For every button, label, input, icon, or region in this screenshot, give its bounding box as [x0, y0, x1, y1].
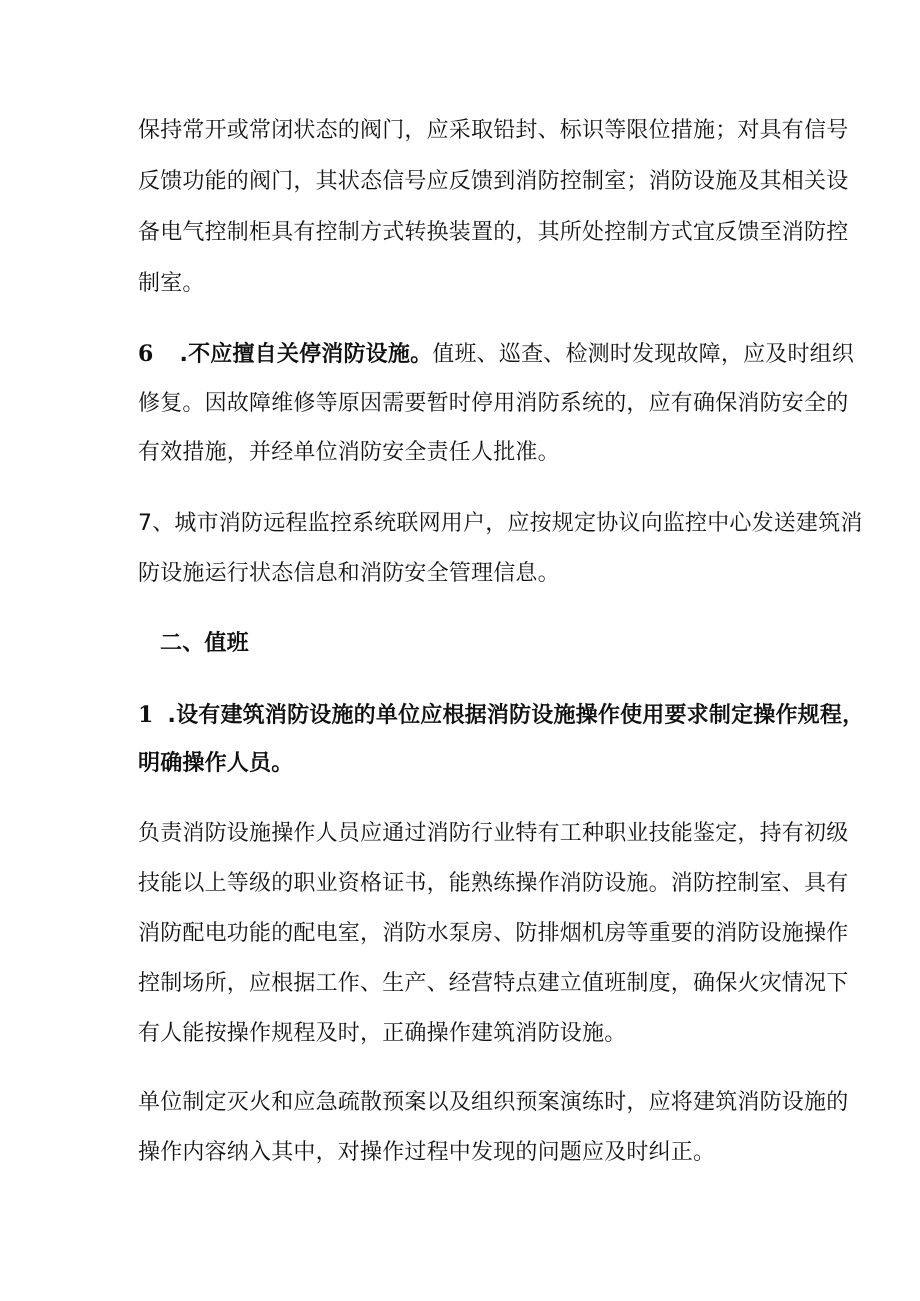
item-7-line-2: 防设施运行状态信息和消防安全管理信息。	[138, 561, 560, 586]
item-6-line-1	[138, 339, 854, 369]
item-6-number: 6	[138, 341, 154, 367]
item-6-first-line-rest: 值班、巡查、检测时发现故障，应及时组织	[432, 342, 855, 367]
item-1-number: 1	[138, 702, 154, 728]
item-7-line-1: 7、城市消防远程监控系统联网用户，应按规定协议向监控中心发送建筑消	[138, 511, 863, 536]
item-1-line-2: 明确操作人员。	[138, 751, 294, 776]
item-1-heading: .设有建筑消防设施的单位应根据消防设施操作使用要求制定操作规程，	[167, 703, 865, 728]
paragraph-valves-line-1: 保持常开或常闭状态的阀门，应采取铅封、标识等限位措施；对具有信号	[138, 118, 849, 143]
paragraph-valves-line-2: 反馈功能的阀门，其状态信号应反馈到消防控制室；消防设施及其相关设	[138, 169, 849, 194]
paragraph-operators-line-3: 消防配电功能的配电室，消防水泵房、防排烟机房等重要的消防设施操作	[138, 921, 849, 946]
section-2-title: 二、值班	[160, 631, 249, 656]
paragraph-valves-line-4: 制室。	[138, 271, 205, 296]
paragraph-operators-line-4: 控制场所，应根据工作、生产、经营特点建立值班制度，确保火灾情况下	[138, 971, 849, 996]
paragraph-plan-line-2: 操作内容纳入其中，对操作过程中发现的问题应及时纠正。	[138, 1140, 716, 1165]
paragraph-operators-line-2: 技能以上等级的职业资格证书，能熟练操作消防设施。消防控制室、具有	[138, 871, 849, 896]
item-6-line-2: 修复。因故障维修等原因需要暂时停用消防系统的，应有确保消防安全的	[138, 391, 849, 416]
paragraph-valves-line-3: 备电气控制柜具有控制方式转换装置的，其所处控制方式宜反馈至消防控	[138, 220, 849, 245]
paragraph-operators-line-1: 负责消防设施操作人员应通过消防行业特有工种职业技能鉴定，持有初级	[138, 821, 849, 846]
paragraph-plan-line-1: 单位制定灭火和应急疏散预案以及组织预案演练时，应将建筑消防设施的	[138, 1090, 849, 1115]
item-6-line-3: 有效措施，并经单位消防安全责任人批准。	[138, 440, 560, 465]
item-6-heading: .不应擅自关停消防设施。	[179, 342, 433, 367]
item-1-line-1	[138, 700, 864, 730]
paragraph-operators-line-5: 有人能按操作规程及时，正确操作建筑消防设施。	[138, 1021, 627, 1046]
